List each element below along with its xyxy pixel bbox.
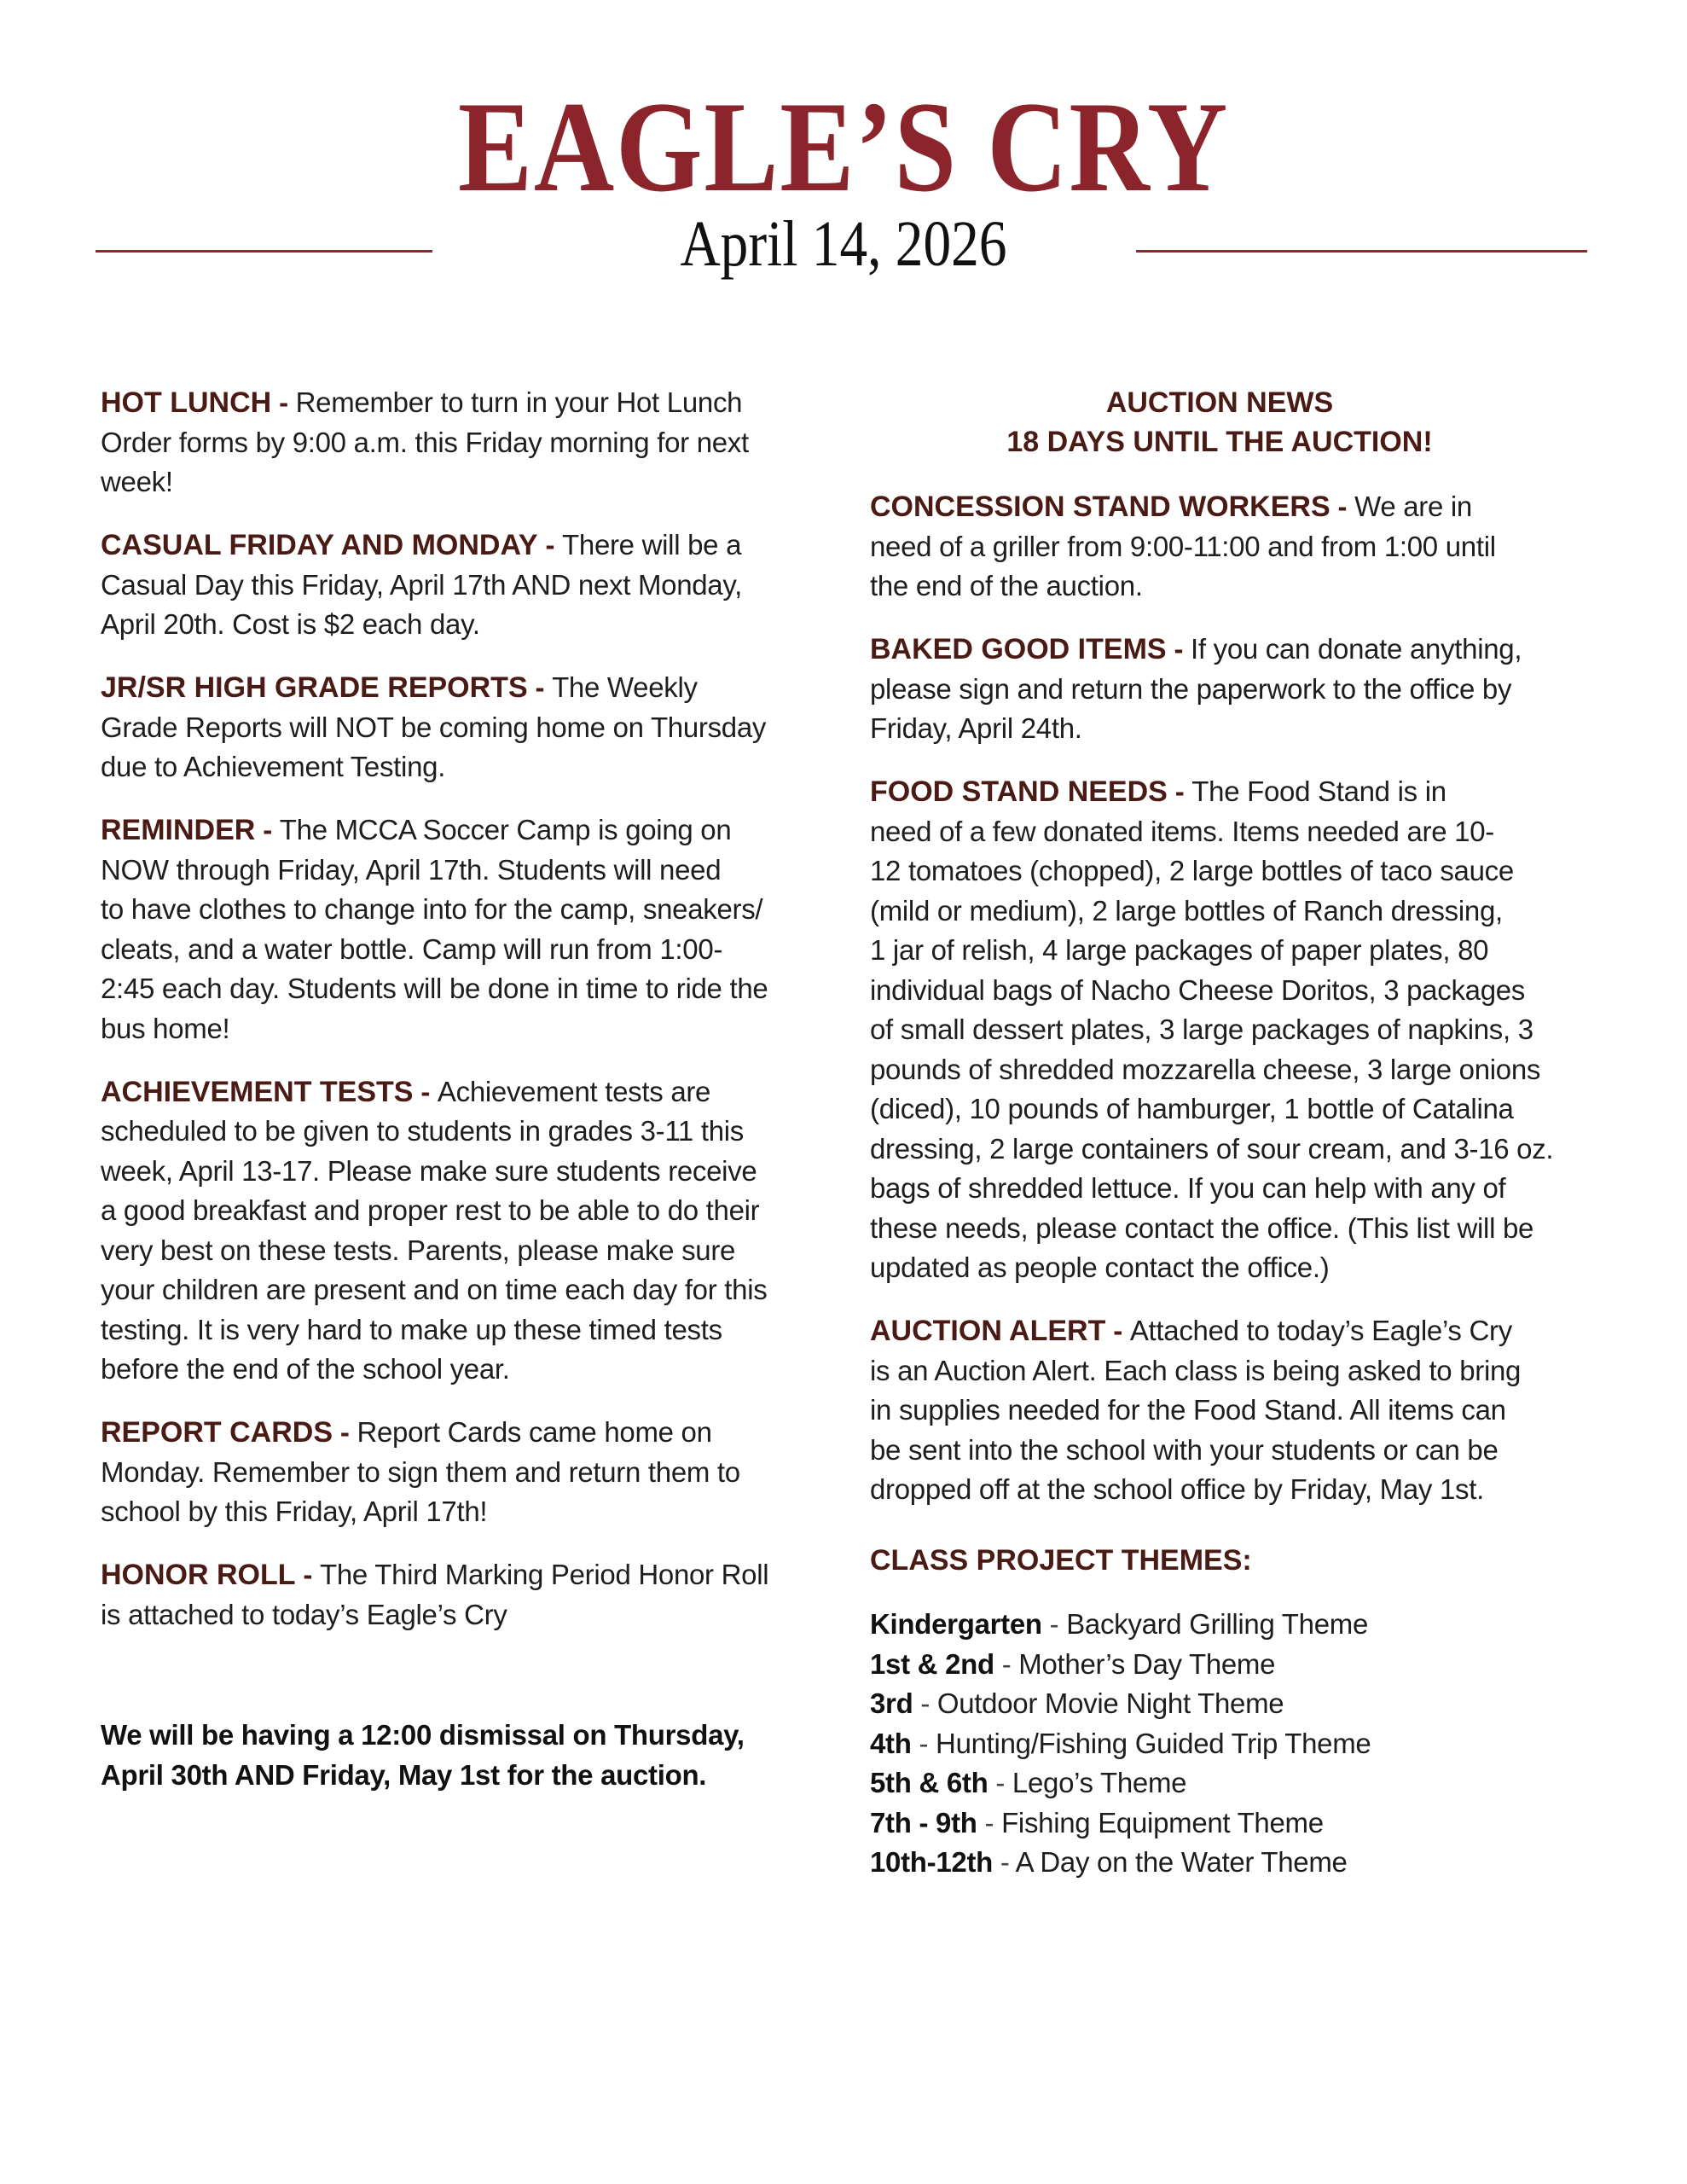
section-heading: HONOR ROLL xyxy=(101,1559,296,1591)
section-text: Friday, April 24th. xyxy=(870,712,1082,744)
section-body-line xyxy=(101,1196,759,1224)
heading-separator: - xyxy=(271,386,296,418)
section-text: need of a griller from 9:00-11:00 and from 1:00 until xyxy=(870,531,1496,562)
theme-separator: - xyxy=(913,1687,937,1719)
section-text: in supplies needed for the Food Stand. All items can xyxy=(870,1394,1506,1426)
theme-name: A Day on the Water Theme xyxy=(1015,1846,1348,1878)
section-body-line xyxy=(870,1055,1540,1083)
section-heading: REPORT CARDS xyxy=(101,1416,333,1449)
section-text: Attached to today’s Eagle’s Cry xyxy=(1129,1315,1512,1346)
section-text: very best on these tests. Parents, please make sure xyxy=(101,1234,736,1266)
theme-separator: - xyxy=(1041,1608,1067,1640)
grade-label: 4th xyxy=(870,1728,912,1759)
section-text: updated as people contact the office.) xyxy=(870,1252,1330,1283)
class-theme-item xyxy=(870,1848,1348,1876)
heading-separator: - xyxy=(295,1559,320,1590)
section-body-line xyxy=(101,1014,229,1043)
heading-separator: - xyxy=(413,1076,438,1107)
theme-separator: - xyxy=(911,1728,936,1759)
section-first-line xyxy=(101,816,731,845)
section-text: these needs, please contact the office. (This list will be xyxy=(870,1212,1534,1244)
class-theme-item xyxy=(870,1689,1284,1717)
grade-label: 10th-12th xyxy=(870,1846,993,1878)
section-text: 2:45 each day. Students will be done in time to ride the xyxy=(101,973,768,1004)
section-body-line xyxy=(101,1316,722,1344)
section-text: cleats, and a water bottle. Camp will run from 1:00- xyxy=(101,933,723,965)
section-text: before the end of the school year. xyxy=(101,1353,510,1385)
section-text: There will be a xyxy=(562,529,742,561)
heading-separator: - xyxy=(333,1416,357,1448)
section-heading: CONCESSION STAND WORKERS xyxy=(870,491,1330,523)
grade-label: 1st & 2nd xyxy=(870,1648,994,1680)
section-body-line xyxy=(101,1458,740,1486)
section-text: Report Cards came home on xyxy=(357,1416,712,1448)
section-body-line xyxy=(101,1497,487,1525)
section-body-line xyxy=(870,1475,1484,1503)
section-text: Remember to turn in your Hot Lunch xyxy=(295,386,743,418)
class-theme-item xyxy=(870,1650,1275,1678)
section-first-line xyxy=(870,777,1446,806)
section-body-line xyxy=(101,935,722,963)
newsletter-title: EAGLE’S CRY xyxy=(457,75,1230,218)
section-body-line xyxy=(101,1157,757,1185)
section-body-line xyxy=(101,610,480,638)
section-text: the end of the auction. xyxy=(870,570,1143,601)
section-body-line xyxy=(101,1600,507,1629)
dismissal-note-line: We will be having a 12:00 dismissal on Thursday, xyxy=(101,1719,745,1751)
section-text: The Third Marking Period Honor Roll xyxy=(319,1559,769,1590)
theme-name: Mother’s Day Theme xyxy=(1018,1648,1276,1680)
section-body-line xyxy=(870,572,1143,600)
section-heading: ACHIEVEMENT TESTS xyxy=(101,1076,414,1108)
section-body-line xyxy=(870,976,1525,1004)
section-body-line xyxy=(870,1356,1521,1385)
section-body-line xyxy=(101,1117,744,1145)
heading-separator: - xyxy=(537,529,563,561)
section-text: dropped off at the school office by Friday, May 1st. xyxy=(870,1473,1484,1505)
section-text: (diced), 10 pounds of hamburger, 1 bottle of Catalina xyxy=(870,1093,1514,1124)
section-body-line xyxy=(870,675,1511,703)
section-text: Grade Reports will NOT be coming home on Thursday xyxy=(101,712,767,743)
section-body-line xyxy=(870,817,1494,845)
section-text: week, April 13-17. Please make sure students receive xyxy=(101,1155,757,1187)
section-text: (mild or medium), 2 large bottles of Ranch dressing, xyxy=(870,895,1503,926)
section-first-line xyxy=(101,1418,712,1447)
section-heading: CASUAL FRIDAY AND MONDAY xyxy=(101,529,538,561)
section-text: be sent into the school with your students or can be xyxy=(870,1434,1499,1466)
section-text: to have clothes to change into for the camp, sneakers/ xyxy=(101,893,763,925)
section-text: your children are present and on time each day for this xyxy=(101,1274,768,1305)
section-body-line xyxy=(101,974,768,1002)
section-body-line xyxy=(870,532,1496,561)
section-first-line xyxy=(101,388,742,417)
theme-name: Outdoor Movie Night Theme xyxy=(936,1687,1284,1719)
class-theme-item xyxy=(870,1610,1368,1638)
section-text: pounds of shredded mozzarella cheese, 3 large onions xyxy=(870,1054,1541,1085)
section-body-line xyxy=(101,752,445,781)
section-text: bags of shredded lettuce. If you can help with any of xyxy=(870,1172,1506,1204)
section-heading: AUCTION ALERT xyxy=(870,1315,1106,1347)
grade-label: 5th & 6th xyxy=(870,1767,988,1798)
heading-separator: - xyxy=(255,814,280,845)
section-text: Monday. Remember to sign them and return them to xyxy=(101,1456,740,1488)
section-first-line xyxy=(101,673,698,702)
heading-separator: - xyxy=(1330,491,1355,522)
grade-label: Kindergarten xyxy=(870,1608,1042,1640)
section-text: testing. It is very hard to make up these timed tests xyxy=(101,1314,722,1345)
section-text: If you can donate anything, xyxy=(1191,633,1522,665)
section-text: dressing, 2 large containers of sour cream, and 3-16 oz. xyxy=(870,1133,1554,1165)
section-text: April 20th. Cost is $2 each day. xyxy=(101,608,480,640)
theme-name: Hunting/Fishing Guided Trip Theme xyxy=(936,1728,1371,1759)
section-body-line xyxy=(870,1174,1505,1202)
section-text: 12 tomatoes (chopped), 2 large bottles of taco sauce xyxy=(870,855,1514,886)
section-text: need of a few donated items. Items needed are 10- xyxy=(870,816,1494,847)
section-heading: FOOD STAND NEEDS xyxy=(870,775,1168,808)
section-body-line xyxy=(101,713,766,741)
section-text: is attached to today’s Eagle’s Cry xyxy=(101,1599,507,1630)
section-body-line xyxy=(870,1135,1553,1163)
section-body-line xyxy=(101,1236,735,1264)
section-heading: REMINDER xyxy=(101,814,256,846)
issue-date: April 14, 2026 xyxy=(680,208,1007,280)
section-first-line xyxy=(870,635,1522,664)
section-text: The Weekly xyxy=(552,671,698,703)
heading-separator: - xyxy=(527,671,553,703)
section-body-line xyxy=(101,571,742,599)
section-text: We are in xyxy=(1354,491,1472,522)
section-text: NOW through Friday, April 17th. Students will need xyxy=(101,854,722,886)
class-theme-item xyxy=(870,1729,1371,1757)
section-body-line xyxy=(870,897,1503,925)
section-body-line xyxy=(101,468,173,496)
section-heading: HOT LUNCH xyxy=(101,386,272,419)
section-text: Achievement tests are xyxy=(437,1076,711,1107)
section-body-line xyxy=(101,428,749,456)
class-theme-item xyxy=(870,1809,1324,1837)
section-body-line xyxy=(101,895,762,923)
section-text: of small dessert plates, 3 large packages of napkins, 3 xyxy=(870,1014,1533,1045)
section-body-line xyxy=(870,936,1488,964)
section-text: scheduled to be given to students in grades 3-11 this xyxy=(101,1115,744,1147)
section-text: is an Auction Alert. Each class is being asked to bring xyxy=(870,1355,1522,1386)
section-body-line xyxy=(101,1355,510,1383)
section-body-line xyxy=(870,1436,1499,1464)
theme-name: Fishing Equipment Theme xyxy=(1001,1807,1324,1838)
section-first-line xyxy=(101,531,741,560)
section-text: The Food Stand is in xyxy=(1191,775,1446,807)
heading-separator: - xyxy=(1166,633,1191,665)
section-text: please sign and return the paperwork to the office by xyxy=(870,673,1512,705)
section-body-line xyxy=(870,1015,1533,1043)
section-text: individual bags of Nacho Cheese Doritos, 3 packages xyxy=(870,974,1525,1006)
grade-label: 3rd xyxy=(870,1687,913,1719)
theme-separator: - xyxy=(994,1648,1019,1680)
section-body-line xyxy=(870,1253,1329,1281)
section-body-line xyxy=(101,856,721,884)
section-text: Casual Day this Friday, April 17th AND next Monday, xyxy=(101,569,742,601)
theme-name: Lego’s Theme xyxy=(1012,1767,1187,1798)
section-text: 1 jar of relish, 4 large packages of paper plates, 80 xyxy=(870,934,1489,966)
section-first-line xyxy=(870,492,1472,521)
section-text: school by this Friday, April 17th! xyxy=(101,1496,488,1527)
theme-separator: - xyxy=(993,1846,1016,1878)
section-body-line xyxy=(870,1214,1533,1242)
auction-countdown: 18 DAYS UNTIL THE AUCTION! xyxy=(1006,426,1433,458)
section-first-line xyxy=(101,1560,768,1589)
section-heading: BAKED GOOD ITEMS xyxy=(870,633,1167,665)
section-heading: JR/SR HIGH GRADE REPORTS xyxy=(101,671,528,704)
theme-separator: - xyxy=(988,1767,1012,1798)
section-text: week! xyxy=(101,466,173,497)
heading-separator: - xyxy=(1105,1315,1130,1346)
class-themes-heading: CLASS PROJECT THEMES: xyxy=(870,1544,1252,1577)
heading-separator: - xyxy=(1167,775,1192,807)
section-first-line xyxy=(870,1316,1512,1345)
section-text: bus home! xyxy=(101,1013,230,1044)
section-body-line xyxy=(870,714,1082,742)
section-text: Order forms by 9:00 a.m. this Friday morning for next xyxy=(101,427,749,458)
section-body-line xyxy=(101,1275,767,1304)
dismissal-note-line: April 30th AND Friday, May 1st for the auction. xyxy=(101,1759,707,1791)
section-body-line xyxy=(870,1095,1514,1123)
section-text: The MCCA Soccer Camp is going on xyxy=(279,814,732,845)
grade-label: 7th - 9th xyxy=(870,1807,977,1838)
section-text: a good breakfast and proper rest to be able to do their xyxy=(101,1194,760,1226)
section-body-line xyxy=(870,857,1514,885)
section-body-line xyxy=(870,1396,1506,1424)
class-theme-item xyxy=(870,1769,1186,1797)
theme-name: Backyard Grilling Theme xyxy=(1066,1608,1368,1640)
auction-news-title: AUCTION NEWS xyxy=(1105,386,1334,419)
section-first-line xyxy=(101,1077,710,1107)
section-text: due to Achievement Testing. xyxy=(101,751,446,782)
theme-separator: - xyxy=(977,1807,1002,1838)
date-rule-right xyxy=(1136,250,1587,253)
